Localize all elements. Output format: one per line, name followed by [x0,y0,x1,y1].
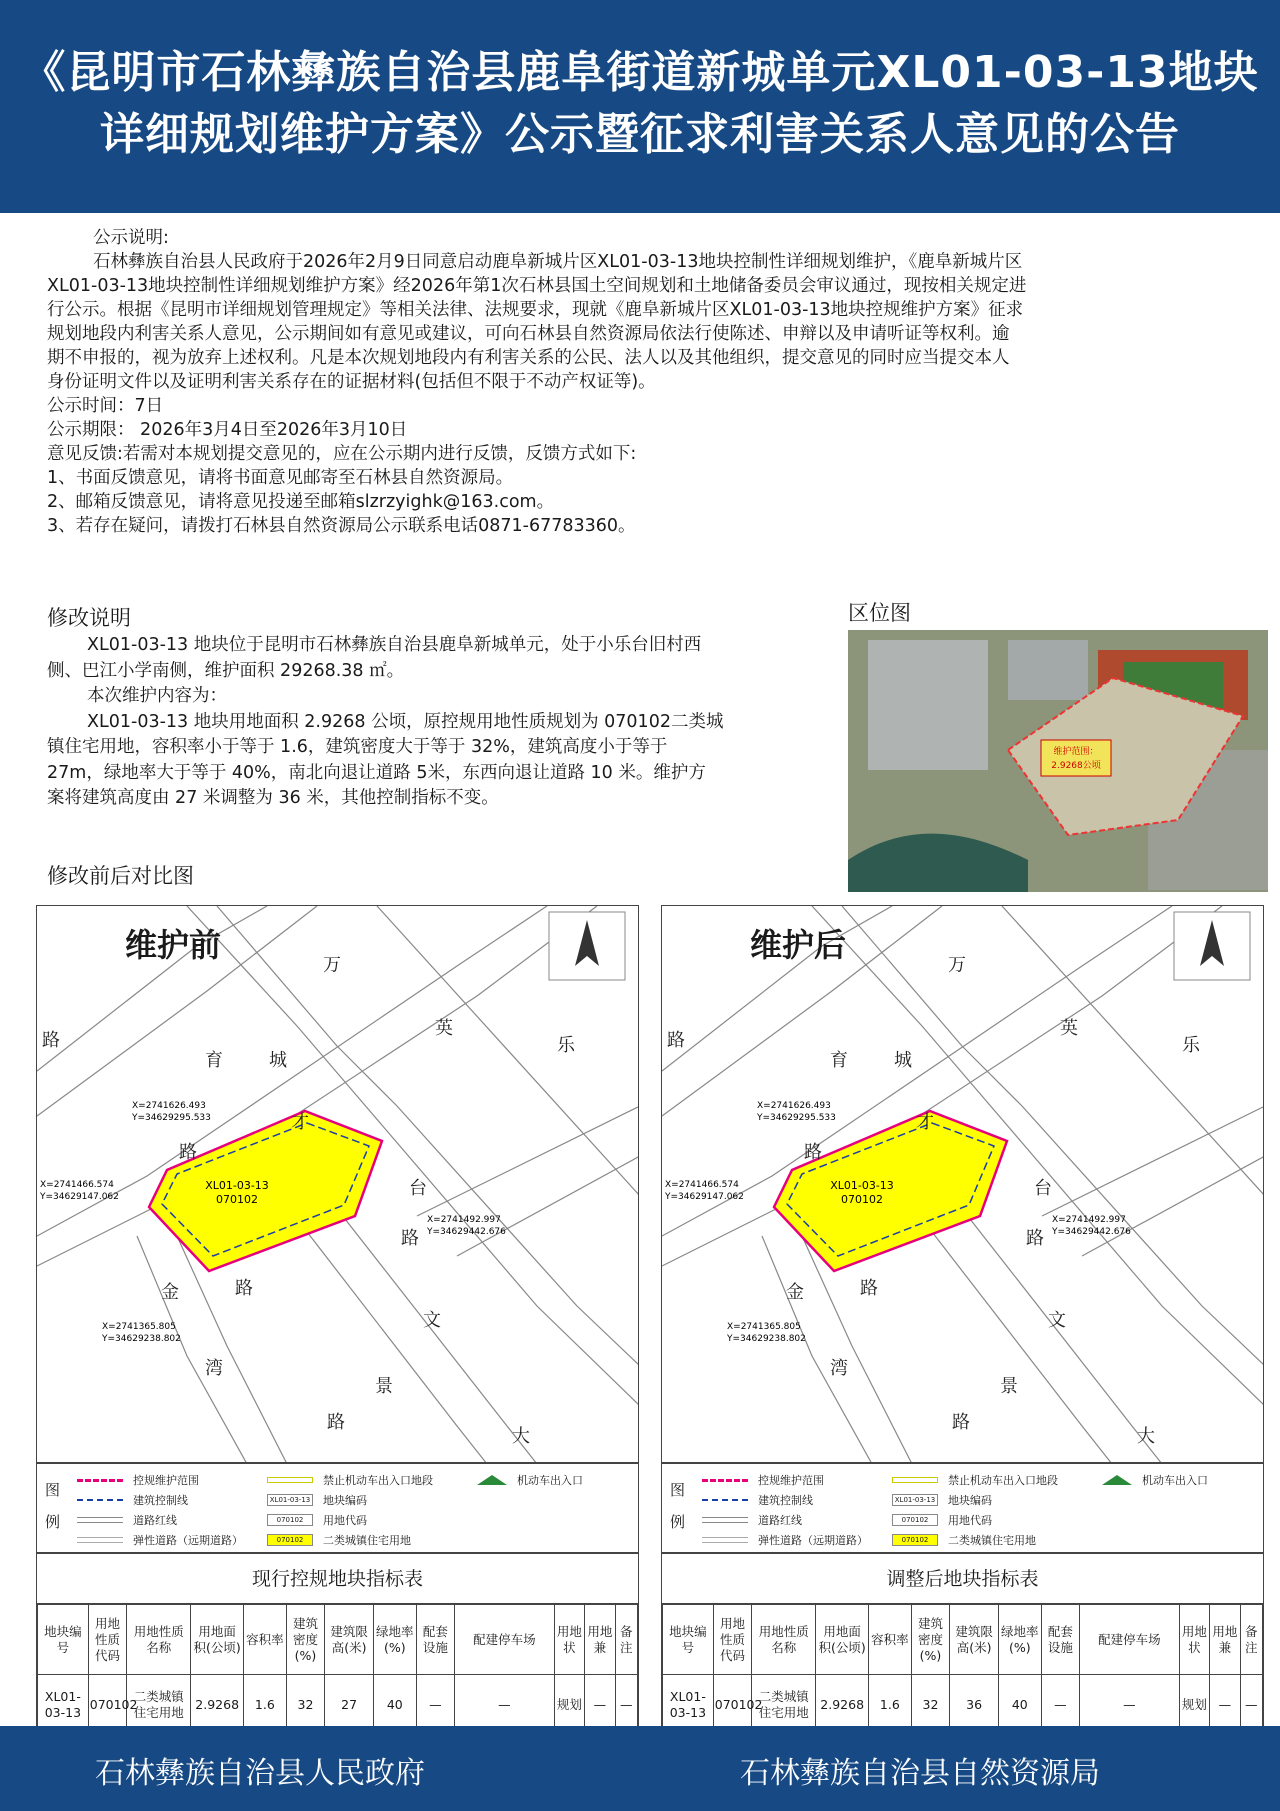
road-char: 大 [1137,1426,1155,1447]
coord-label: Y=34629147.062 [665,1192,744,1202]
road-char: 乐 [1182,1035,1200,1056]
map-after-label: 维护后 [750,926,847,964]
comparison-title: 修改前后对比图 [47,864,194,888]
map-after-svg [662,906,1264,1463]
notice-body-line: 期不申报的，视为放弃上述权利。凡是本次规划地段内有利害关系的公民、法人以及其他组织，提交意见的同时应当提交本人 [47,348,1010,368]
table-row: XL01-03-13 070102 二类城镇住宅用地 2.9268 1.6 32 27 40 — — 规划 — — [38,1675,638,1735]
table-row: XL01-03-13 070102 二类城镇住宅用地 2.9268 1.6 32 36 40 — — 规划 — — [663,1675,1263,1735]
legend-before [36,1463,639,1553]
road-char: 路 [179,1142,197,1163]
road-char: 万 [323,955,341,976]
land-code-label: 070102 [216,1193,258,1206]
legend-item: 070102 用地代码 [267,1512,367,1528]
location-map-image [848,630,1268,892]
location-map-svg [848,630,1268,892]
road-char: 路 [42,1030,60,1051]
legend-item: 070102 二类城镇住宅用地 [267,1532,411,1548]
legend-item: XL01-03-13 地块编码 [892,1492,992,1508]
legend-item: XL01-03-13 地块编码 [267,1492,367,1508]
footer-banner [0,1726,1280,1811]
coord-label: X=2741466.574 [665,1180,739,1190]
building-cluster [868,640,988,770]
road-char: 路 [401,1228,419,1249]
map-before-label: 维护前 [125,926,222,964]
notice-body-line: 规划地段内利害关系人意见，公示期间如有意见或建议，可向石林县自然资源局依法行使陈述、申辩以及申请听证等权利。逾 [47,324,1010,344]
table-before-title: 现行控规地块指标表 [37,1554,638,1604]
notice-duration: 公示时间：7日 [47,396,164,416]
footer-left-org: 石林彝族自治县人民政府 [95,1756,425,1791]
legend-item: 禁止机动车出入口地段 [267,1472,433,1488]
entrance-icon [477,1475,507,1485]
modification-title: 修改说明 [47,606,131,630]
coord-label: X=2741365.805 [102,1322,176,1332]
modification-text-line: XL01-03-13 地块位于昆明市石林彝族自治县鹿阜新城单元，处于小乐台旧村西 [87,635,702,655]
building-cluster [1008,640,1088,700]
road-char: 金 [786,1282,804,1303]
coord-label: Y=34629442.676 [1052,1227,1131,1237]
legend-item: 道路红线 [77,1512,177,1528]
road-char: 景 [1000,1376,1018,1397]
road-char: 路 [327,1412,345,1433]
notice-section [47,226,1237,538]
road-char: 英 [1060,1018,1078,1039]
feedback-method-3: 3、若存在疑问，请拨打石林县自然资源局公示联系电话0871-67783360。 [47,516,636,536]
road-char: 台 [409,1178,427,1199]
modification-text-line: 侧、巴江小学南侧，维护面积 29268.38 ㎡。 [47,660,405,681]
notice-heading: 公示说明: [93,228,169,248]
legend-item: 弹性道路（远期道路） [702,1532,868,1548]
modification-text-line: 案将建筑高度由 27 米调整为 36 米，其他控制指标不变。 [47,788,499,808]
legend-item: 禁止机动车出入口地段 [892,1472,1058,1488]
table-after-title: 调整后地块指标表 [662,1554,1263,1604]
coord-label: X=2741365.805 [727,1322,801,1332]
legend-heading: 图例 [45,1481,61,1531]
road-char: 城 [894,1050,912,1071]
legend-item: 控规维护范围 [77,1472,199,1488]
map-after [661,905,1264,1463]
road-char: 路 [1026,1228,1044,1249]
feedback-method-1: 1、书面反馈意见，请将书面意见邮寄至石林县自然资源局。 [47,468,514,488]
feedback-method-2: 2、邮箱反馈意见，请将意见投递至邮箱slzrzyighk@163.com。 [47,492,555,512]
road-char: 乐 [557,1035,575,1056]
boundary-label: 维护范围： [1053,747,1099,757]
coord-label: X=2741626.493 [757,1101,831,1111]
road-char: 湾 [830,1358,848,1379]
legend-item: 建筑控制线 [702,1492,813,1508]
land-code-label: 070102 [841,1193,883,1206]
coord-label: Y=34629295.533 [757,1113,836,1123]
road-char: 路 [804,1142,822,1163]
road-char: 路 [235,1278,253,1299]
road-char: 才 [291,1112,309,1133]
plot-code-label: XL01-03-13 [830,1179,894,1192]
page-title-line2: 详细规划维护方案》公示暨征求利害关系人意见的公告 [100,109,1180,160]
notice-body-line: 行公示。根据《昆明市详细规划管理规定》等相关法律、法规要求，现就《鹿阜新城片区XL01-03-13地块控规维护方案》征求 [47,300,1024,320]
coord-label: X=2741466.574 [40,1180,114,1190]
coord-label: Y=34629147.062 [40,1192,119,1202]
page-title-line1: 《昆明市石林彝族自治县鹿阜街道新城单元XL01-03-13地块 [21,47,1259,98]
notice-period: 公示期限： 2026年3月4日至2026年3月10日 [47,420,408,440]
legend-item: 机动车出入口 [477,1472,583,1488]
road-char: 才 [916,1112,934,1133]
entrance-icon [1102,1475,1132,1485]
legend-item: 道路红线 [702,1512,802,1528]
modification-text-line: 镇住宅用地，容积率小于等于 1.6，建筑密度大于等于 32%，建筑高度小于等于 [47,737,668,757]
boundary-area-label: 2.9268公顷 [1051,761,1101,771]
indicator-table [37,1604,638,1735]
modification-text-line: XL01-03-13 地块用地面积 2.9268 公顷，原控规用地性质规划为 070102二类城 [87,711,724,732]
coord-label: Y=34629238.802 [102,1334,181,1344]
legend-item: 070102 二类城镇住宅用地 [892,1532,1036,1548]
road-char: 路 [952,1412,970,1433]
road-char: 湾 [205,1358,223,1379]
coord-label: Y=34629238.802 [727,1334,806,1344]
table-header-row: 地块编号 用地性质代码 用地性质名称 用地面积(公顷) 容积率 建筑密度(%) 建筑限高(米) 绿地率(%) 配套设施 配建停车场 用地状 用地兼 备注 [663,1605,1263,1675]
north-arrow [549,912,625,980]
coord-label: Y=34629442.676 [427,1227,506,1237]
north-arrow [1174,912,1250,980]
coord-label: X=2741492.997 [427,1215,501,1225]
road-char: 文 [1048,1310,1066,1331]
notice-body-line: XL01-03-13地块控制性详细规划维护方案》经2026年第1次石林县国土空间规划和土地储备委员会审议通过，现按相关规定进 [47,276,1027,296]
road-char: 育 [830,1050,848,1071]
map-before [36,905,639,1463]
table-before [36,1553,639,1736]
road-char: 景 [375,1376,393,1397]
coord-label: X=2741492.997 [1052,1215,1126,1225]
location-map-title: 区位图 [848,601,911,625]
table-header-row: 地块编号 用地性质代码 用地性质名称 用地面积(公顷) 容积率 建筑密度(%) 建筑限高(米) 绿地率(%) 配套设施 配建停车场 用地状 用地兼 备注 [38,1605,638,1675]
road-char: 文 [423,1310,441,1331]
coord-label: Y=34629295.533 [132,1113,211,1123]
notice-feedback: 意见反馈:若需对本规划提交意见的，应在公示期内进行反馈，反馈方式如下: [47,444,637,464]
notice-body-line: 石林彝族自治县人民政府于2026年2月9日同意启动鹿阜新城片区XL01-03-13地块控制性详细规划维护，《鹿阜新城片区 [93,252,1023,272]
road-char: 城 [269,1050,287,1071]
indicator-table [662,1604,1263,1735]
legend-item: 控规维护范围 [702,1472,824,1488]
map-before-svg [37,906,639,1463]
legend-after [661,1463,1264,1553]
table-after [661,1553,1264,1736]
road-char: 金 [161,1282,179,1303]
legend-heading: 图例 [670,1481,686,1531]
modification-section [47,603,837,812]
legend-item: 机动车出入口 [1102,1472,1208,1488]
road-char: 万 [948,955,966,976]
road-char: 育 [205,1050,223,1071]
coord-label: X=2741626.493 [132,1101,206,1111]
header-banner [0,0,1280,213]
notice-body-line: 身份证明文件以及证明利害关系存在的证据材料(包括但不限于不动产权证等)。 [47,372,656,392]
road-char: 台 [1034,1178,1052,1199]
modification-text-line: 本次维护内容为： [87,686,227,706]
legend-item: 弹性道路（远期道路） [77,1532,243,1548]
footer-right-org: 石林彝族自治县自然资源局 [740,1756,1100,1791]
road-char: 路 [667,1030,685,1051]
road-char: 路 [860,1278,878,1299]
legend-item: 070102 用地代码 [892,1512,992,1528]
legend-item: 建筑控制线 [77,1492,188,1508]
modification-text-line: 27m，绿地率大于等于 40%，南北向退让道路 5米，东西向退让道路 10 米。维护方 [47,762,706,783]
plot-code-label: XL01-03-13 [205,1179,269,1192]
road-char: 英 [435,1018,453,1039]
road-char: 大 [512,1426,530,1447]
